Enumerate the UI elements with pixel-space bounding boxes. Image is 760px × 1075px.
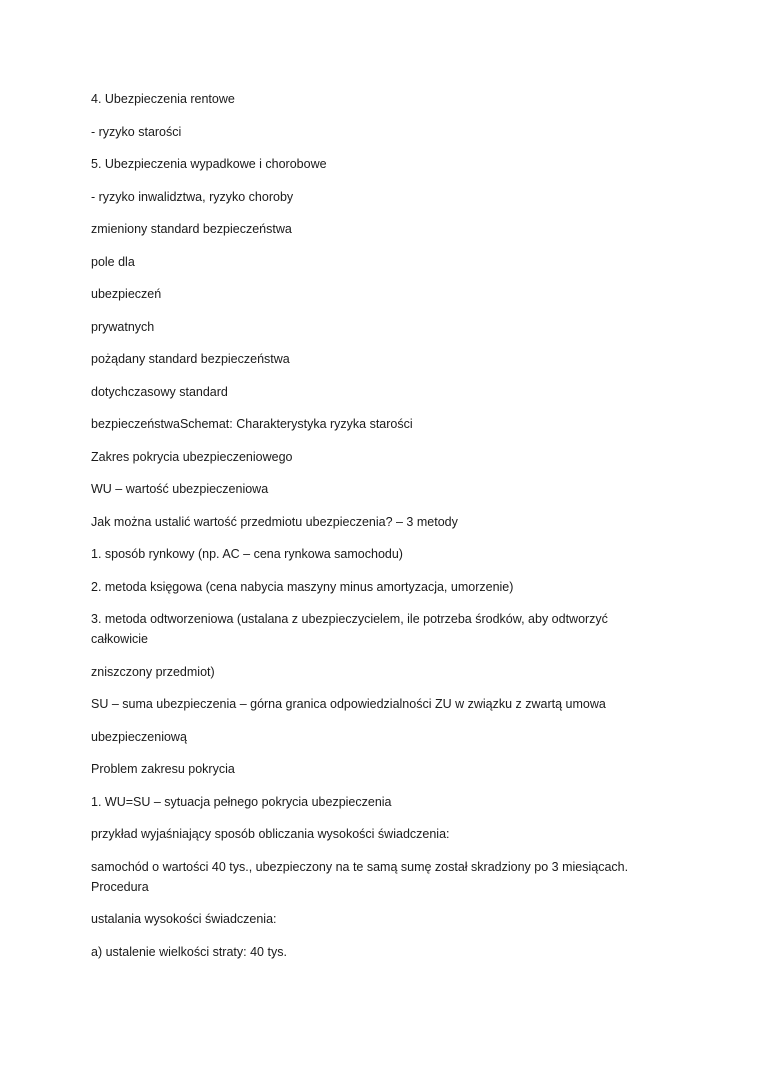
text-line: Procedura [91,879,149,894]
text-line: Zakres pokrycia ubezpieczeniowego [91,449,293,464]
text-line: samochód o wartości 40 tys., ubezpieczony na te samą sumę został skradziony po 3 miesiącach. [91,859,629,874]
text-line: całkowicie [91,632,148,646]
text-line: 1. sposób rynkowy (np. AC – cena rynkowa samochodu) [91,547,403,561]
text-line: przykład wyjaśniający sposób obliczania wysokości świadczenia: [91,827,450,841]
text-line: pożądany standard bezpieczeństwa [91,352,290,366]
text-line: zniszczony przedmiot) [91,664,215,679]
text-line: - ryzyko starości [91,124,182,139]
text-line: prywatnych [91,319,155,334]
text-line: a) ustalenie wielkości straty: 40 tys. [91,944,287,959]
text-line: Jak można ustalić wartość przedmiotu ubezpieczenia? – 3 metody [91,514,458,529]
text-line: Problem zakresu pokrycia [91,762,235,776]
text-line: - ryzyko inwalidztwa, ryzyko choroby [91,189,294,204]
text-line: ubezpieczeniową [91,729,187,744]
text-line: WU – wartość ubezpieczeniowa [91,482,269,496]
text-line: dotychczasowy standard [91,384,228,399]
text-line: zmieniony standard bezpieczeństwa [91,222,292,236]
text-line: ustalania wysokości świadczenia: [91,912,277,926]
text-line: 4. Ubezpieczenia rentowe [91,92,235,106]
text-line: 5. Ubezpieczenia wypadkowe i chorobowe [91,157,327,171]
text-line: 3. metoda odtworzeniowa (ustalana z ubezpieczycielem, ile potrzeba środków, aby odtworzyć [91,612,608,626]
text-line: bezpieczeństwaSchemat: Charakterystyka ryzyka starości [91,417,413,431]
text-line: 2. metoda księgowa (cena nabycia maszyny minus amortyzacja, umorzenie) [91,579,514,594]
text-line: pole dla [91,254,135,269]
text-line: SU – suma ubezpieczenia – górna granica odpowiedzialności ZU w związku z zwartą umowa [91,697,606,711]
text-line: ubezpieczeń [91,287,162,301]
text-line: 1. WU=SU – sytuacja pełnego pokrycia ubezpieczenia [91,794,392,809]
document-body [91,90,651,975]
